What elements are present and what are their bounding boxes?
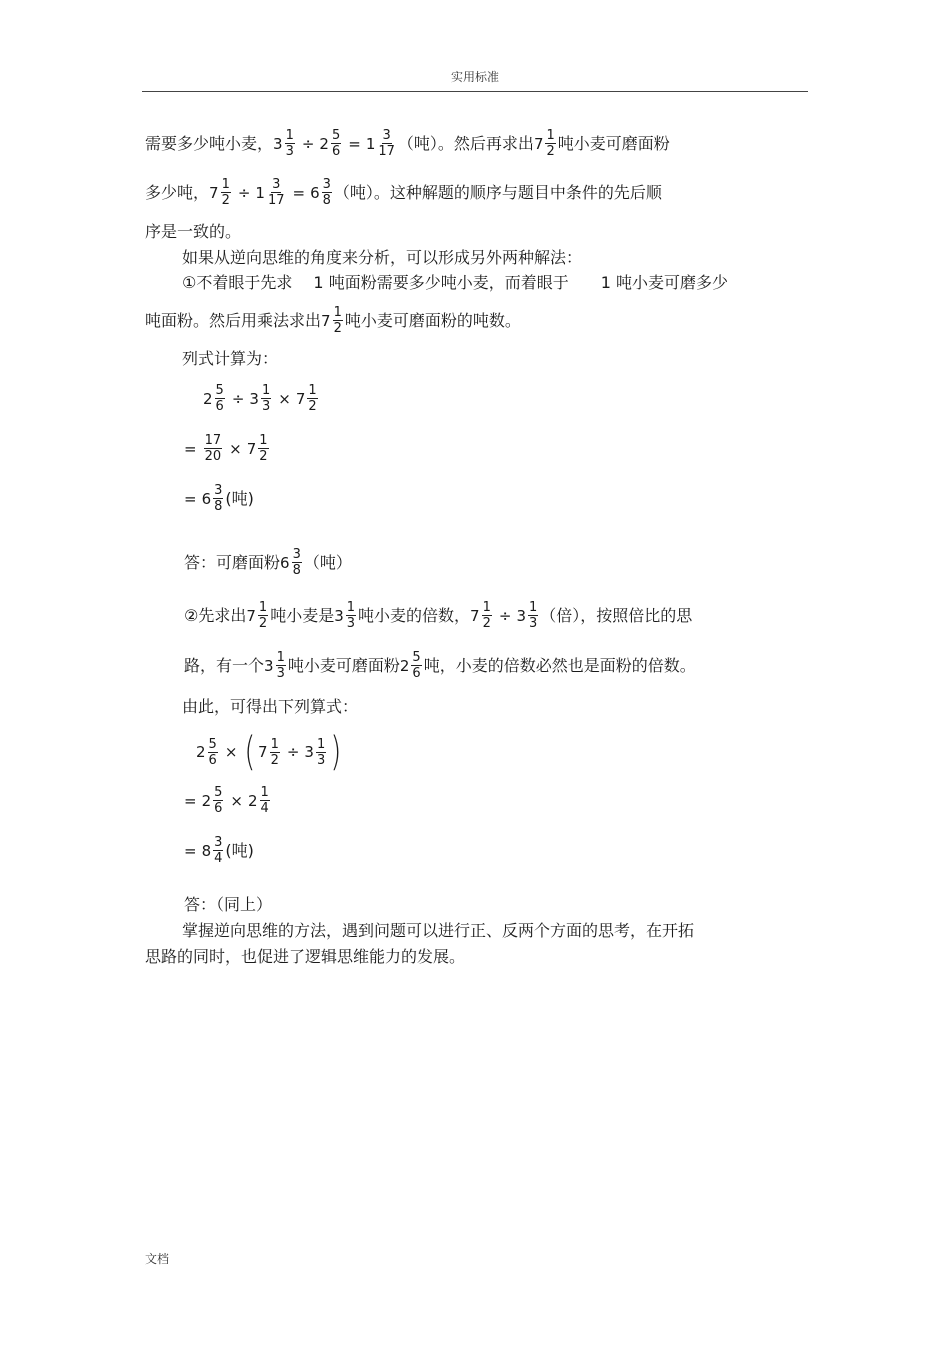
text: 吨面粉。然后用乘法求出 bbox=[145, 310, 322, 330]
mixed-number: 7 $\frac{1}{2}$ bbox=[295, 383, 317, 414]
mixed-number: 2 $\frac{5}{6}$ bbox=[319, 128, 341, 159]
mixed-number: 3 $\frac{1}{3}$ bbox=[304, 736, 326, 768]
fraction: $\frac{1}{2}$ bbox=[482, 600, 491, 631]
text: 吨，小麦的倍数必然也是面粉的倍数。 bbox=[423, 655, 696, 675]
paragraph-line-8 bbox=[184, 600, 692, 631]
text: 答：可磨面粉 bbox=[184, 552, 281, 572]
mixed-number: 3 $\frac{1}{3}$ bbox=[334, 600, 356, 631]
mixed-number: 6 $\frac{3}{8}$ bbox=[310, 177, 331, 208]
fraction: $\frac{1}{2}$ bbox=[308, 383, 317, 414]
fraction: $\frac{1}{2}$ bbox=[333, 305, 342, 336]
mixed-number: 2 $\frac{5}{6}$ bbox=[399, 650, 421, 681]
paragraph-line-6 bbox=[145, 305, 521, 336]
paragraph-line-4: 如果从逆向思维的角度来分析，可以形成另外两种解法： bbox=[182, 248, 583, 267]
mixed-number: 1 $\frac{3}{17}$ bbox=[255, 177, 285, 208]
text: 吨小麦是 bbox=[270, 605, 335, 625]
fraction: $\frac{1}{2}$ bbox=[270, 736, 279, 768]
text: （吨）。然后再求出 bbox=[397, 133, 534, 153]
fraction: $\frac{1}{3}$ bbox=[261, 383, 271, 414]
paragraph-line-11: 掌握逆向思维的方法，遇到问题可以进行正、反两个方面的思考，在开拓 bbox=[182, 921, 695, 940]
text: 吨小麦的倍数， bbox=[358, 605, 471, 625]
mixed-number: 2 $\frac{1}{4}$ bbox=[247, 785, 269, 816]
operator: = bbox=[348, 134, 361, 153]
mixed-number: 3 $\frac{1}{3}$ bbox=[264, 650, 285, 681]
unit: (吨) bbox=[225, 840, 254, 860]
operator: × bbox=[278, 389, 291, 408]
mixed-number: 1 $\frac{3}{17}$ bbox=[365, 128, 395, 159]
page-header: 实用标准 bbox=[450, 70, 499, 84]
mixed-number: 3 $\frac{1}{3}$ bbox=[273, 128, 294, 159]
operator: × bbox=[230, 791, 243, 810]
fraction: $\frac{1}{3}$ bbox=[276, 650, 285, 681]
text: 多少吨， bbox=[145, 182, 210, 202]
unit: (吨) bbox=[225, 488, 254, 508]
fraction: $\frac{1}{3}$ bbox=[285, 128, 294, 159]
operator: = bbox=[184, 489, 197, 508]
text: 路，有一个 bbox=[184, 655, 265, 675]
mixed-number: 6 $\frac{3}{8}$ bbox=[280, 547, 301, 578]
operator: × bbox=[229, 439, 242, 458]
paragraph-line-10: 由此，可得出下列算式： bbox=[182, 697, 359, 716]
paragraph-line-2 bbox=[145, 177, 662, 208]
calc2-line-2 bbox=[184, 785, 272, 816]
page-footer: 文档 bbox=[145, 1252, 170, 1266]
mixed-number: 7 $\frac{1}{2}$ bbox=[321, 305, 342, 336]
text: （吨）。这种解题的顺序与题目中条件的先后顺 bbox=[333, 182, 662, 202]
operator: × bbox=[224, 743, 238, 761]
fraction: $\frac{1}{3}$ bbox=[529, 600, 538, 631]
text: 需要多少吨小麦， bbox=[145, 133, 274, 153]
text: 吨小麦可磨面粉 bbox=[557, 133, 670, 153]
fraction: $\frac{5}{6}$ bbox=[215, 383, 224, 414]
text: 吨小麦可磨面粉的吨数。 bbox=[344, 310, 521, 330]
mixed-number: 7 $\frac{1}{2}$ bbox=[470, 600, 491, 631]
paragraph-line-9 bbox=[184, 650, 696, 681]
mixed-number: 7 $\frac{1}{2}$ bbox=[533, 128, 555, 159]
fraction: $\frac{3}{8}$ bbox=[322, 177, 331, 208]
fraction: $\frac{5}{6}$ bbox=[412, 650, 421, 681]
fraction: $\frac{1}{2}$ bbox=[259, 433, 268, 464]
mixed-number: 6 $\frac{3}{8}$ bbox=[201, 483, 223, 514]
mixed-number: 2 $\frac{5}{6}$ bbox=[196, 736, 217, 768]
calc2-line-3 bbox=[184, 835, 254, 866]
fraction: $\frac{1}{2}$ bbox=[258, 600, 268, 631]
calc1-line-3 bbox=[184, 483, 254, 514]
mixed-number: 7 $\frac{1}{2}$ bbox=[209, 177, 230, 208]
calc2-line-1 bbox=[196, 730, 344, 774]
text: ②先求出 bbox=[184, 605, 247, 625]
answer-2: 答：（同上） bbox=[184, 895, 273, 914]
fraction: $\frac{5}{6}$ bbox=[208, 736, 217, 768]
mixed-number: 2 $\frac{5}{6}$ bbox=[201, 785, 223, 816]
fraction: $\frac{3}{8}$ bbox=[214, 483, 223, 514]
mixed-number: 3 $\frac{1}{3}$ bbox=[516, 600, 538, 631]
fraction: $\frac{3}{17}$ bbox=[267, 177, 285, 208]
operator: ÷ bbox=[231, 389, 245, 408]
fraction: $\frac{3}{4}$ bbox=[214, 835, 223, 866]
operator: ÷ bbox=[286, 743, 300, 761]
fraction: $\frac{5}{6}$ bbox=[214, 785, 223, 816]
operator: = bbox=[184, 439, 197, 458]
text: 吨小麦可磨面粉 bbox=[287, 655, 400, 675]
paragraph-line-7: 列式计算为： bbox=[182, 349, 279, 368]
fraction: $\frac{1}{2}$ bbox=[221, 177, 230, 208]
paragraph-line-1 bbox=[145, 128, 670, 159]
mixed-number: 7 $\frac{1}{2}$ bbox=[246, 433, 268, 464]
text: （倍），按照倍比的思 bbox=[540, 605, 693, 625]
fraction: $\frac{1}{4}$ bbox=[260, 785, 269, 816]
operator: ÷ bbox=[237, 183, 251, 202]
operator: = bbox=[184, 791, 197, 810]
right-parenthesis: ) bbox=[330, 729, 342, 775]
fraction: $\frac{1}{3}$ bbox=[346, 600, 356, 631]
text: （吨） bbox=[303, 552, 352, 572]
fraction: $\frac{1}{3}$ bbox=[316, 736, 326, 768]
fraction: $\frac{3}{8}$ bbox=[292, 547, 301, 578]
mixed-number: 7 $\frac{1}{2}$ bbox=[258, 736, 279, 768]
mixed-number: 7 $\frac{1}{2}$ bbox=[246, 600, 268, 631]
operator: ÷ bbox=[301, 134, 315, 153]
paragraph-line-12: 思路的同时，也促进了逻辑思维能力的发展。 bbox=[145, 947, 466, 966]
paragraph-line-3: 序是一致的。 bbox=[145, 222, 242, 241]
fraction: $\frac{1}{2}$ bbox=[546, 128, 555, 159]
calc1-line-2 bbox=[184, 433, 271, 464]
fraction: $\frac{17}{20}$ bbox=[204, 433, 222, 464]
paragraph-line-5: ①不着眼于先求 1 吨面粉需要多少吨小麦，而着眼于 1 吨小麦可磨多少 bbox=[182, 273, 728, 292]
answer-1 bbox=[184, 547, 352, 578]
calc1-line-1 bbox=[203, 383, 320, 414]
mixed-number: 2 $\frac{5}{6}$ bbox=[203, 383, 224, 414]
operator: ÷ bbox=[498, 606, 512, 625]
operator: = bbox=[292, 183, 306, 202]
operator: = bbox=[184, 841, 197, 860]
header-rule bbox=[142, 91, 808, 92]
fraction: $\frac{5}{6}$ bbox=[331, 128, 341, 159]
fraction: $\frac{3}{17}$ bbox=[378, 128, 395, 159]
left-parenthesis: ( bbox=[244, 729, 256, 775]
mixed-number: 3 $\frac{1}{3}$ bbox=[249, 383, 271, 414]
mixed-number: 8 $\frac{3}{4}$ bbox=[201, 835, 223, 866]
